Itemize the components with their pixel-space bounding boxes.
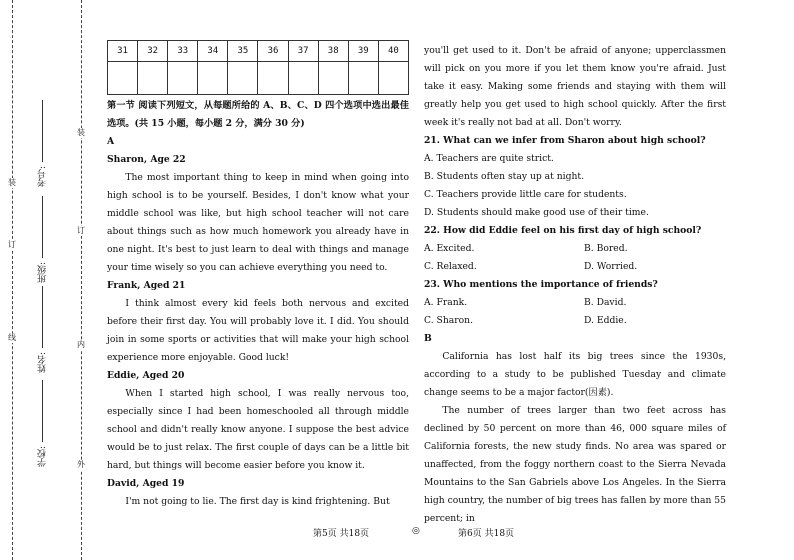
answer-blank-cell [318,62,348,95]
speaker-name: David, Aged 19 [107,478,185,489]
question-option: C. Sharon. [424,315,473,326]
page-number-right: 第6页 共18页 [458,529,515,539]
answer-number-cell: 34 [198,41,228,62]
passage-b [424,348,726,528]
answer-blank-cell [348,62,378,95]
answer-table [107,40,409,95]
answer-number-cell: 32 [138,41,168,62]
binding-mark: 线 [8,333,16,342]
questions [424,132,726,330]
binding-mark: 装 [8,178,16,187]
question-option: C. Teachers provide little care for students. [424,189,627,200]
question-option: D. Students should make good use of their time. [424,207,649,218]
passage-paragraph: I'm not going to lie. The first day is kind frightening. But [125,496,390,507]
right-column [424,42,726,528]
answer-number-cell: 38 [318,41,348,62]
option-row [424,294,726,312]
answer-blank-row [108,62,409,95]
option-row [424,240,726,258]
exam-number-field: 考号: [36,100,49,187]
passage-paragraph: The most important thing to keep in mind when going into high school is to be yourself. Besides, I don't know what your middle school was like, but high school teacher will not care about things such as how much homework you already have in one night. It's best to just learn to deal with things and manage your time wisely so you can achieve everything you need to. [107,172,409,273]
answer-number-cell: 37 [288,41,318,62]
question-option: B. Bored. [584,243,628,254]
passage-paragraph: When I started high school, I was really nervous too, especially since I had been homeschooled all through middle school and didn't really know anyone. I suppose the best advice would be to just relax. The first couple of days can be a little bit hard, but things will become easier before you know it. [107,388,409,471]
answer-blank-cell [108,62,138,95]
answer-blank-cell [378,62,408,95]
question-option: A. Frank. [424,297,468,308]
school-field: 学校: [36,380,49,467]
outer-cut-line [12,0,13,560]
question-stem: 22. How did Eddie feel on his first day of high school? [424,225,702,236]
speaker-name: Frank, Aged 21 [107,280,186,291]
passage-label-a: A [107,136,115,147]
question-option: C. Relaxed. [424,261,477,272]
answer-numbers-row [108,41,409,62]
answer-blank-cell [168,62,198,95]
question-option: A. Teachers are quite strict. [424,153,554,164]
option-row [424,258,726,276]
answer-blank-cell [288,62,318,95]
answer-number-cell: 33 [168,41,198,62]
option-row [424,312,726,330]
binding-margin [0,0,100,560]
answer-number-cell: 31 [108,41,138,62]
answer-number-cell: 35 [228,41,258,62]
inner-cut-line [81,0,82,560]
question-stem: 23. Who mentions the importance of friends? [424,279,658,290]
answer-number-cell: 36 [258,41,288,62]
binding-mark: 内 [77,340,85,349]
answer-number-cell: 39 [348,41,378,62]
section-heading: 第一节 阅读下列短文，从每题所给的 A、B、C、D 四个选项中选出最佳选项。(共 15 小题，每小题 2 分，满分 30 分) [107,100,409,129]
passage-paragraph: California has lost half its big trees since the 1930s, according to a study to be published Tuesday and climate change seems to be a major factor(因素). [424,351,726,398]
binding-mark: 订 [8,240,16,249]
answer-blank-cell [138,62,168,95]
speaker-name: Sharon, Age 22 [107,154,186,165]
answer-blank-cell [258,62,288,95]
passage-label-b: B [424,333,432,344]
passage-paragraph: The number of trees larger than two feet across has declined by 50 percent on more than 46, 000 square miles of California forests, the new study finds. No area was spared or unaffected, from the foggy northern coast to the Sierra Nevada Mountains to the San Gabriels above Los Angeles. In the Sierra high country, the number of big trees has fallen by more than 55 percent; in [424,405,726,524]
footer-symbol: ◎ [412,526,420,536]
name-field: 姓名: [36,286,49,373]
passage-a [107,151,409,511]
binding-mark: 外 [77,460,85,469]
passage-a-continued: you'll get used to it. Don't be afraid of anyone; upperclassmen will pick on you more if you let them know you're afraid. Just take it easy. Making some friends and staying with them will greatly help you get used to high school quickly. After the first week it's really not bad at all. Don't worry. [424,45,726,128]
question-stem: 21. What can we infer from Sharon about high school? [424,135,706,146]
question-option: B. David. [584,297,627,308]
passage-paragraph: I think almost every kid feels both nervous and excited before their first day. You will probably love it. I did. You should join in some sports or activities that will make your high school experience more enjoyable. Good luck! [107,298,409,363]
class-field: 班级: [36,196,49,283]
left-column [107,40,409,511]
question-option: B. Students often stay up at night. [424,171,585,182]
answer-number-cell: 40 [378,41,408,62]
answer-blank-cell [228,62,258,95]
question-option: D. Worried. [584,261,638,272]
binding-mark: 装 [77,128,85,137]
page-number-left: 第5页 共18页 [313,529,370,539]
question-option: D. Eddie. [584,315,627,326]
binding-mark: 订 [77,226,85,235]
question-option: A. Excited. [424,243,475,254]
speaker-name: Eddie, Aged 20 [107,370,185,381]
answer-blank-cell [198,62,228,95]
